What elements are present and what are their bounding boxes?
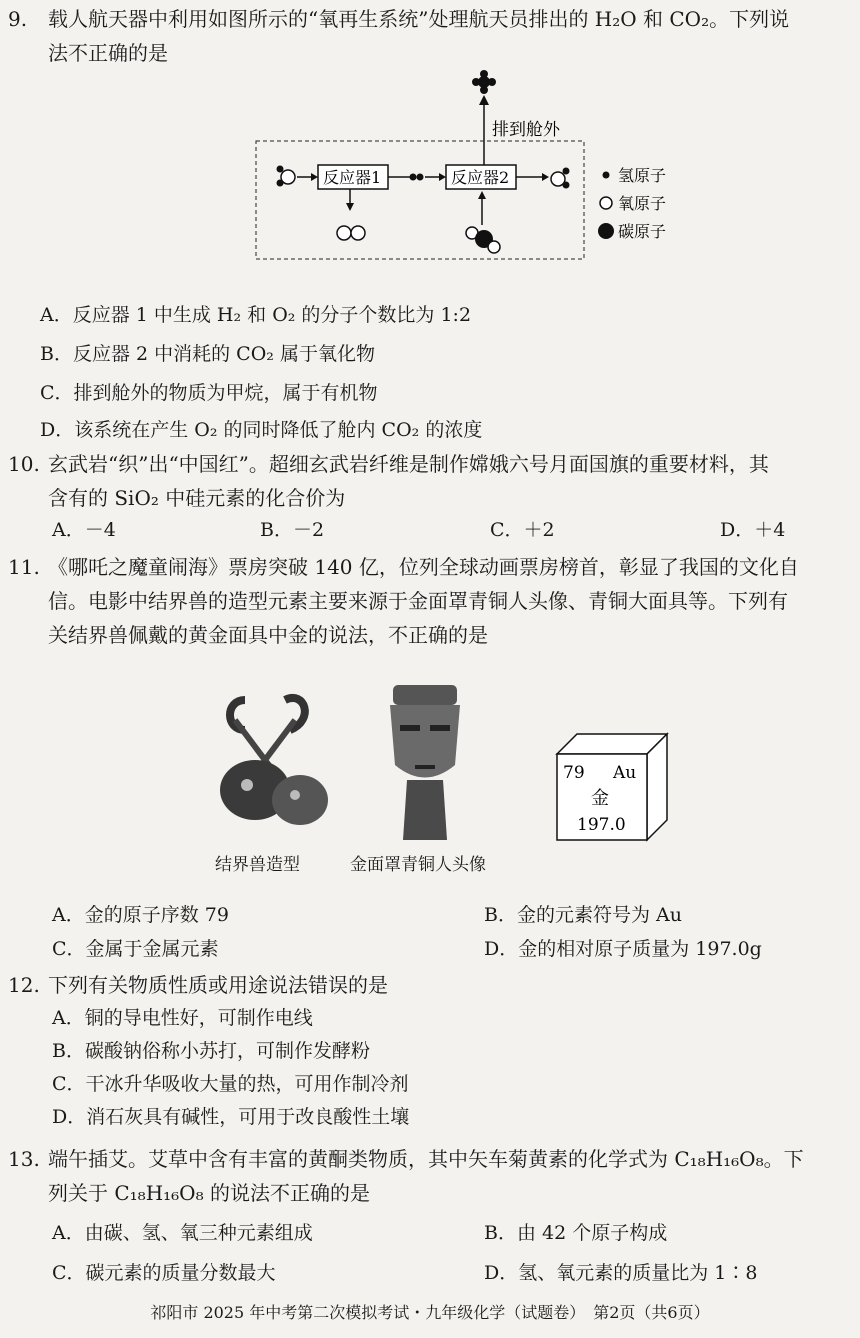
question-11-stem bbox=[8, 550, 853, 652]
legend-oxygen: 氧原子 bbox=[618, 194, 667, 213]
atomic-mass: 197.0 bbox=[577, 815, 626, 835]
element-gold-cube bbox=[555, 732, 670, 844]
system-boundary bbox=[256, 141, 584, 259]
oxygen-molecule bbox=[337, 226, 365, 240]
q13-option-c[interactable]: C．碳元素的质量分数最大 bbox=[52, 1262, 276, 1284]
legend-hydrogen: 氢原子 bbox=[618, 166, 667, 185]
question-number: 11. bbox=[8, 555, 40, 579]
carbon-dioxide-molecule bbox=[466, 227, 500, 253]
question-text: 《哪吒之魔童闹海》票房突破 140 亿，位列全球动画票房榜首，彰显了我国的文化自 bbox=[48, 555, 799, 579]
question-text: 法不正确的是 bbox=[48, 41, 168, 65]
question-9-stem bbox=[8, 2, 853, 70]
question-text: 下列有关物质性质或用途说法错误的是 bbox=[48, 973, 388, 997]
q10-option-a[interactable]: A．－4 bbox=[52, 519, 116, 541]
carbon-atom-icon bbox=[598, 223, 614, 239]
arrow-icon bbox=[346, 203, 354, 211]
q11-option-c[interactable]: C．金属于金属元素 bbox=[52, 938, 219, 960]
jiejieshou-figure bbox=[205, 690, 335, 840]
question-number: 12. bbox=[8, 973, 40, 997]
q12-option-c[interactable]: C．干冰升华吸收大量的热，可用作制冷剂 bbox=[52, 1073, 409, 1095]
q10-option-c[interactable]: C．＋2 bbox=[490, 519, 555, 541]
q9-option-d[interactable]: D．该系统在产生 O₂ 的同时降低了舱内 CO₂ 的浓度 bbox=[40, 419, 483, 441]
question-number: 10. bbox=[8, 452, 40, 476]
atomic-number: 79 bbox=[563, 763, 585, 783]
arrow-icon bbox=[542, 173, 549, 181]
q11-option-a[interactable]: A．金的原子序数 79 bbox=[52, 904, 229, 926]
q10-option-b[interactable]: B．－2 bbox=[260, 519, 325, 541]
q9-option-b[interactable]: B．反应器 2 中消耗的 CO₂ 属于氧化物 bbox=[40, 343, 375, 365]
water-molecule bbox=[277, 166, 296, 187]
legend bbox=[598, 166, 666, 241]
legend-carbon: 碳原子 bbox=[618, 222, 667, 241]
bronze-head-figure bbox=[375, 680, 475, 845]
q12-option-b[interactable]: B．碳酸钠俗称小苏打，可制作发酵粉 bbox=[52, 1040, 370, 1062]
hydrogen-molecule bbox=[410, 174, 424, 181]
page-footer: 祁阳市 2025 年中考第二次模拟考试・九年级化学（试题卷） 第2页（共6页） bbox=[150, 1303, 710, 1322]
question-10-stem bbox=[8, 447, 853, 515]
vent-arrow-icon bbox=[479, 95, 489, 105]
reactor-2-label: 反应器2 bbox=[451, 168, 510, 187]
question-text: 载人航天器中利用如图所示的“氧再生系统”处理航天员排出的 H₂O 和 CO₂。下列说 bbox=[48, 7, 790, 31]
vent-label: 排到舱外 bbox=[492, 120, 560, 140]
question-text: 端午插艾。艾草中含有丰富的黄酮类物质，其中矢车菊黄素的化学式为 C₁₈H₁₆O₈。下 bbox=[48, 1147, 804, 1171]
q10-option-d[interactable]: D．＋4 bbox=[720, 519, 786, 541]
question-text: 关结界兽佩戴的黄金面具中金的说法，不正确的是 bbox=[48, 623, 488, 647]
arrow-icon bbox=[311, 173, 318, 181]
reactor-1-label: 反应器1 bbox=[323, 168, 382, 187]
arrow-icon bbox=[439, 173, 446, 181]
methane-molecule bbox=[472, 70, 496, 94]
q9-option-c[interactable]: C．排到舱外的物质为甲烷，属于有机物 bbox=[40, 382, 378, 404]
element-name: 金 bbox=[591, 788, 609, 809]
question-text: 信。电影中结界兽的造型元素主要来源于金面罩青铜人头像、青铜大面具等。下列有 bbox=[48, 589, 788, 613]
q13-option-d[interactable]: D．氢、氧元素的质量比为 1∶8 bbox=[484, 1262, 758, 1284]
oxygen-regeneration-diagram bbox=[250, 65, 690, 265]
arrow-icon bbox=[478, 191, 486, 199]
water-molecule bbox=[551, 168, 570, 189]
question-text: 玄武岩“织”出“中国红”。超细玄武岩纤维是制作嫦娥六号月面国旗的重要材料，其 bbox=[48, 452, 769, 476]
question-text: 列关于 C₁₈H₁₆O₈ 的说法不正确的是 bbox=[48, 1181, 370, 1205]
oxygen-atom-icon bbox=[600, 197, 612, 209]
question-13-stem bbox=[8, 1142, 853, 1210]
question-number: 9. bbox=[8, 7, 28, 31]
element-symbol: Au bbox=[613, 763, 637, 783]
jiejieshou-caption: 结界兽造型 bbox=[215, 855, 300, 875]
q12-option-d[interactable]: D．消石灰具有碱性，可用于改良酸性土壤 bbox=[52, 1106, 410, 1128]
question-number: 13. bbox=[8, 1147, 40, 1171]
q13-option-b[interactable]: B．由 42 个原子构成 bbox=[484, 1222, 668, 1244]
question-text: 含有的 SiO₂ 中硅元素的化合价为 bbox=[48, 486, 346, 510]
q9-option-a[interactable]: A．反应器 1 中生成 H₂ 和 O₂ 的分子个数比为 1:2 bbox=[40, 304, 472, 326]
q13-option-a[interactable]: A．由碳、氢、氧三种元素组成 bbox=[52, 1222, 313, 1244]
question-12-stem bbox=[8, 968, 853, 1002]
q12-option-a[interactable]: A．铜的导电性好，可制作电线 bbox=[52, 1007, 313, 1029]
hydrogen-atom-icon bbox=[603, 172, 610, 179]
bronze-head-caption: 金面罩青铜人头像 bbox=[350, 855, 486, 875]
q11-option-d[interactable]: D．金的相对原子质量为 197.0g bbox=[484, 938, 762, 960]
q11-option-b[interactable]: B．金的元素符号为 Au bbox=[484, 904, 682, 926]
